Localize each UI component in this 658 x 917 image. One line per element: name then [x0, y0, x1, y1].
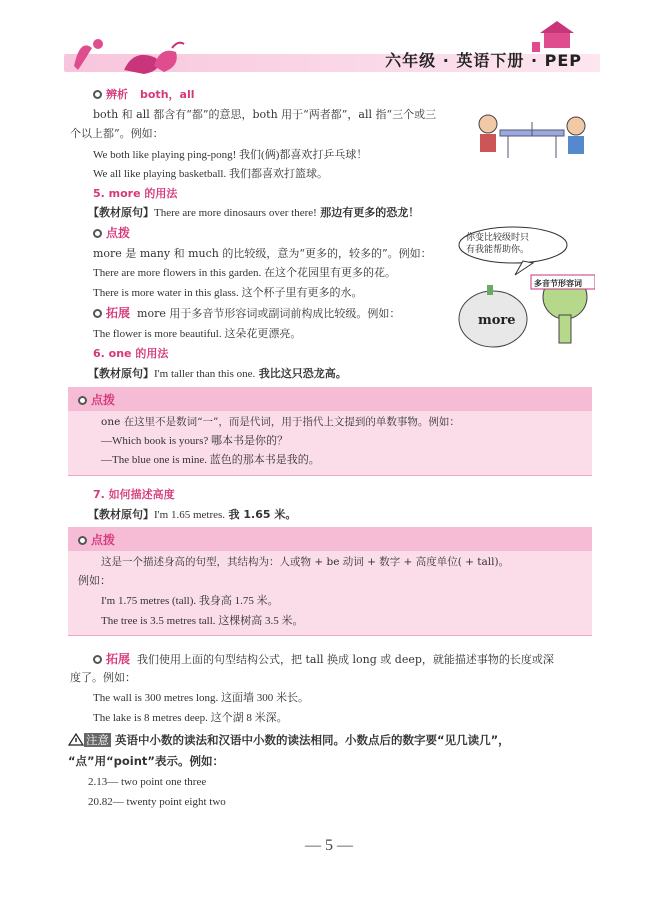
page-header: [64, 18, 600, 76]
note-line2: “点”用“point”表示。例如：: [68, 754, 224, 768]
s6-tip-tag: 点拨: [78, 393, 115, 407]
s1-line1: both 和 all 都含有“都”的意思，both 用于“两者都”，all 指“三个或三: [93, 108, 437, 121]
s6-ex2: —The blue one is mine. 蓝色的那本书是我的。: [101, 454, 320, 466]
note-ex1: 2.13— two point one three: [88, 776, 207, 788]
s5-ex1: There are more flowers in this garden. 在这个花园里有更多的花。: [93, 267, 397, 279]
s7-ext2: 度了。例如：: [70, 671, 136, 684]
s7-ext-ex1: The wall is 300 metres long. 这面墙 300 米长。: [93, 692, 310, 704]
flower-decoration-icon: [64, 18, 194, 76]
bubble-text: 你变比较级时只 有我能帮助你。: [466, 233, 530, 255]
warning-icon: [68, 733, 84, 746]
s7-tip-tag: 点拨: [78, 533, 115, 547]
s5-source: 【教材原句】There are more dinosaurs over there! 那边有更多的恐龙！: [88, 206, 420, 219]
s5-tip-tag: 点拨: [93, 226, 130, 240]
s5-ext-ex: The flower is more beautiful. 这朵花更漂亮。: [93, 328, 302, 340]
s7-tip1: 这是一个描述身高的句型，其结构为：人或物 + be 动词 + 数字 + 高度单位( + tall)。: [101, 556, 510, 568]
ping-pong-kids-illustration: [472, 108, 592, 168]
s7-ex1: I'm 1.75 metres (tall). 我身高 1.75 米。: [101, 595, 279, 607]
header-title: 六年级 · 英语下册 · PEP: [385, 51, 582, 70]
s6-source: 【教材原句】I'm taller than this one. 我比这只恐龙高。: [88, 367, 347, 380]
s5-ext: 拓展 more 用于多音节形容词或副词前构成比较级。例如：: [93, 306, 400, 321]
box-header-bar: [68, 527, 592, 551]
s7-tip2: 例如：: [78, 574, 111, 587]
pepper-label: more: [478, 313, 516, 328]
s1-tag: 辨析 both，all: [93, 88, 194, 102]
s1-words: both，all: [140, 88, 195, 101]
s1-ex1: We both like playing ping-pong! 我们(俩)都喜欢打乒乓球！: [93, 149, 368, 161]
s6-title: 6. one 的用法: [93, 347, 169, 360]
s6-tip: one 在这里不是数词“一”，而是代词，用于指代上文提到的单数事物。例如：: [101, 416, 460, 428]
note-line1: 注意 英语中小数的读法和汉语中小数的读法相同。小数点后的数字要“见几读几”，: [68, 733, 510, 747]
s6-ex1: —Which book is yours? 哪本书是你的？: [101, 435, 288, 447]
page-number: — 5 —: [305, 837, 353, 854]
s5-ex2: There is more water in this glass. 这个杯子里有更多的水。: [93, 287, 363, 299]
s7-ext-ex2: The lake is 8 metres deep. 这个湖 8 米深。: [93, 712, 288, 724]
note-ex2: 20.82— twenty point eight two: [88, 796, 226, 808]
box-header-bar: [68, 387, 592, 411]
s7-title: 7. 如何描述高度: [93, 488, 175, 501]
s1-ex2: We all like playing basketball. 我们都喜欢打篮球。: [93, 168, 328, 180]
s5-tip: more 是 many 和 much 的比较级，意为“更多的，较多的”。例如：: [93, 247, 432, 260]
bullet-icon: [93, 90, 102, 99]
s5-title: 5. more 的用法: [93, 187, 178, 200]
s1-line2: 个以上都”。例如：: [70, 127, 164, 140]
sign-label: 多音节形容词: [534, 279, 582, 288]
s7-source: 【教材原句】I'm 1.65 metres. 我 1.65 米。: [88, 508, 297, 521]
s7-ext: 拓展 我们使用上面的句型结构公式，把 tall 换成 long 或 deep，就能描述事物的长度或深: [93, 652, 554, 667]
note-tag: 注意: [86, 733, 109, 747]
s7-ex2: The tree is 3.5 metres tall. 这棵树高 3.5 米。: [101, 615, 304, 627]
